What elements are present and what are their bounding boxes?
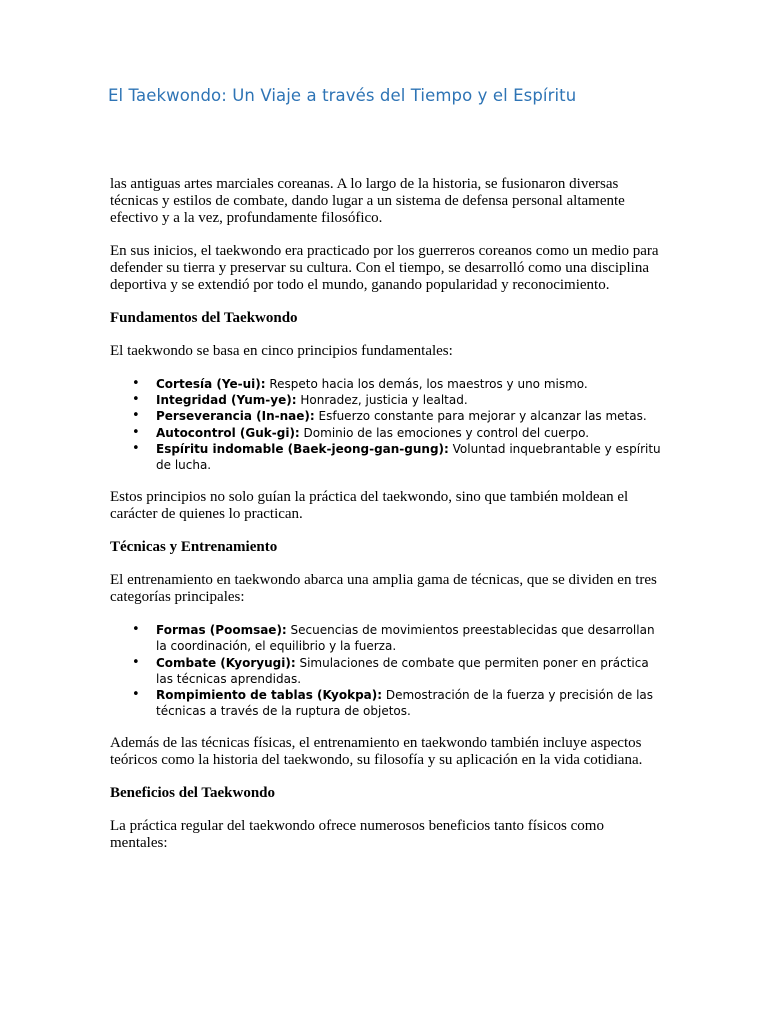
item-term: Cortesía (Ye-ui):	[156, 377, 266, 391]
list-item	[132, 654, 662, 687]
bullet-icon: •	[132, 622, 140, 638]
item-term: Rompimiento de tablas (Kyokpa):	[156, 688, 383, 703]
fundamentos-heading: Fundamentos del Taekwondo	[110, 310, 298, 326]
fundamentos-closing: Estos principios no solo guían la práctica del taekwondo, sino que también moldean el carácter de quienes lo practican.	[110, 489, 629, 523]
tecnicas-heading: Técnicas y Entrenamiento	[110, 539, 278, 556]
beneficios-lead: La práctica regular del taekwondo ofrece numerosos beneficios tanto físicos como mentales:	[110, 818, 604, 852]
fundamentos-list	[110, 376, 662, 473]
list-item	[132, 376, 662, 392]
intro-paragraph-1: las antiguas artes marciales coreanas. A lo largo de la historia, se fusionaron diversas técnicas y estilos de combate, dando lugar a un sistema de defensa personal altamente efectivo y a la vez, profundamente filosófico.	[110, 176, 625, 226]
intro-paragraph-2: En sus inicios, el taekwondo era practicado por los guerreros coreanos como un medio para defender su tierra y preservar su cultura. Con el tiempo, se desarrolló como una disciplina deportiva y se extendió por todo el mundo, ganando popularidad y reconocimiento.	[110, 243, 659, 293]
tecnicas-lead: El entrenamiento en taekwondo abarca una amplia gama de técnicas, que se dividen en tres categorías principales:	[110, 572, 657, 606]
beneficios-heading: Beneficios del Taekwondo	[110, 785, 276, 802]
item-desc: Simulaciones de combate que permiten poner en práctica las técnicas aprendidas.	[156, 655, 649, 686]
list-item	[132, 622, 662, 654]
tecnicas-list	[110, 622, 662, 719]
list-item	[132, 440, 662, 473]
item-desc: Honradez, justicia y lealtad.	[296, 393, 468, 408]
item-term: Autocontrol (Guk-gi):	[156, 425, 300, 440]
item-desc: Voluntad inquebrantable y espíritu de lucha.	[156, 441, 661, 473]
bullet-icon: •	[132, 424, 140, 440]
document-title: El Taekwondo: Un Viaje a través del Tiempo y el Espíritu	[108, 86, 577, 105]
bullet-icon: •	[132, 687, 140, 703]
bullet-icon: •	[132, 376, 140, 391]
item-term: Integridad (Yum-ye):	[156, 393, 297, 408]
item-term: Combate (Kyoryugi):	[156, 655, 296, 670]
bullet-icon: •	[132, 654, 140, 670]
list-item	[132, 408, 662, 424]
list-item	[132, 392, 662, 408]
item-desc: Dominio de las emociones y control del cuerpo.	[299, 425, 590, 440]
document-body	[110, 176, 662, 868]
item-desc: Esfuerzo constante para mejorar y alcanzar las metas.	[314, 409, 647, 424]
list-item	[132, 687, 662, 719]
item-term: Perseverancia (In-nae):	[156, 409, 315, 424]
item-term: Formas (Poomsae):	[156, 623, 287, 638]
item-desc: Respeto hacia los demás, los maestros y uno mismo.	[265, 377, 588, 391]
item-term: Espíritu indomable (Baek-jeong-gan-gung):	[156, 441, 449, 456]
item-desc: Demostración de la fuerza y precisión de las técnicas a través de la ruptura de objetos.	[156, 688, 654, 719]
bullet-icon: •	[132, 440, 140, 456]
list-item	[132, 424, 662, 441]
bullet-icon: •	[132, 408, 140, 424]
bullet-icon: •	[132, 392, 140, 408]
fundamentos-lead: El taekwondo se basa en cinco principios fundamentales:	[110, 343, 453, 359]
item-desc: Secuencias de movimientos preestablecidas que desarrollan la coordinación, el equilibrio y la fuerza.	[156, 623, 655, 654]
tecnicas-closing: Además de las técnicas físicas, el entrenamiento en taekwondo también incluye aspectos teóricos como la historia del taekwondo, su filosofía y su aplicación en la vida cotidiana.	[110, 735, 643, 769]
